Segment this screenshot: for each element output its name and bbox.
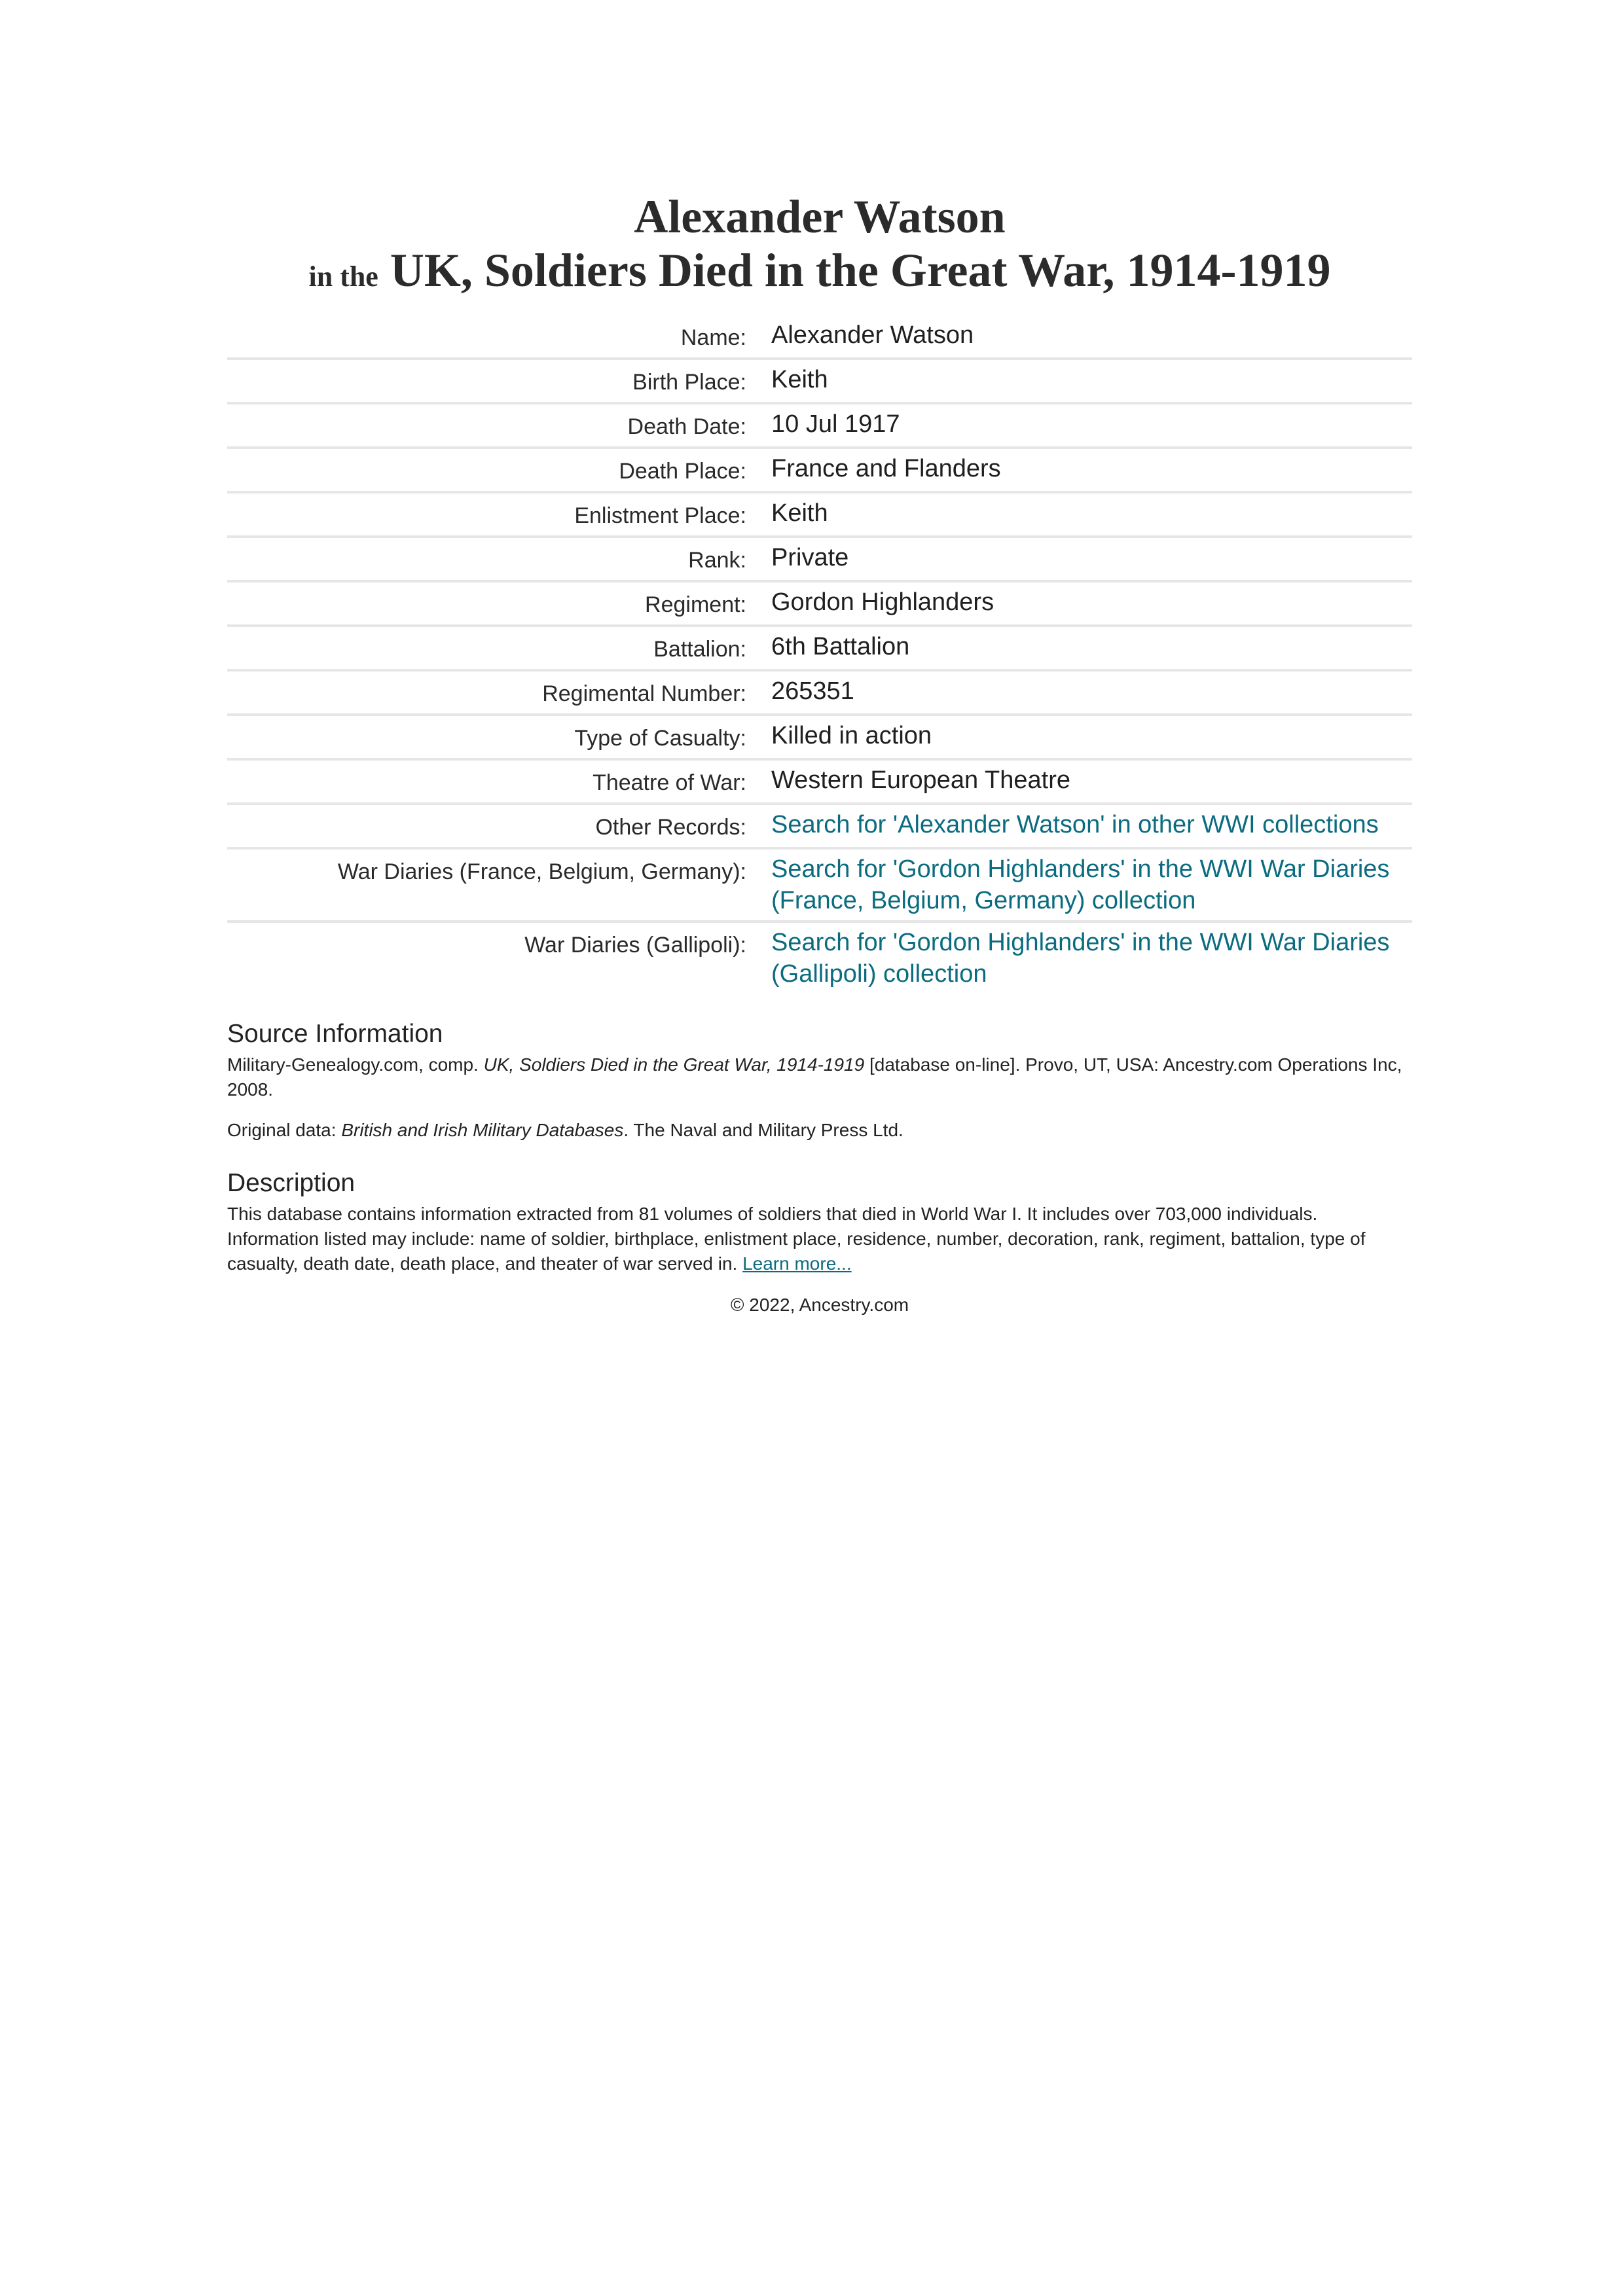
field-value: 10 Jul 1917	[771, 410, 900, 438]
field-label: Theatre of War:	[593, 770, 746, 795]
field-value	[771, 922, 1412, 994]
description-body: This database contains information extracted from 81 volumes of soldiers that died in World War I. It includes over 703,000 individuals. Information listed may include: name of soldier, birthplace, enlistment place, residence, number, decoration, rank, regiment, battalion, type of casualty, death date, death place, and theater of war served in.	[227, 1204, 1366, 1274]
description-text	[227, 1202, 1412, 1276]
field-value	[771, 848, 1412, 922]
field-label: Regiment:	[645, 592, 746, 617]
other-records-link[interactable]: Search for 'Alexander Watson' in other WWI collections	[771, 811, 1379, 838]
record-row-birth-place	[227, 359, 1412, 403]
war-diaries-france-link[interactable]: Search for 'Gordon Highlanders' in the WWI War Diaries (France, Belgium, Germany) collection	[771, 855, 1390, 914]
original-data	[227, 1118, 1412, 1143]
field-label: Type of Casualty:	[574, 726, 746, 751]
field-label: Death Date:	[627, 414, 746, 439]
record-row-war-diaries-france	[227, 848, 1412, 922]
field-label: Enlistment Place:	[574, 503, 746, 528]
record-row-death-date	[227, 403, 1412, 448]
field-label: War Diaries (Gallipoli):	[524, 933, 746, 958]
record-row-type-of-casualty	[227, 715, 1412, 759]
field-label: Birth Place:	[632, 370, 746, 395]
record-page	[227, 190, 1412, 1316]
field-value: Alexander Watson	[771, 321, 974, 349]
collection-title-line	[227, 243, 1412, 304]
citation-title: UK, Soldiers Died in the Great War, 1914-1919	[483, 1054, 865, 1075]
original-prefix: Original data:	[227, 1120, 342, 1140]
field-value: Gordon Highlanders	[771, 588, 994, 616]
copyright-footer: © 2022, Ancestry.com	[730, 1295, 909, 1315]
learn-more-link[interactable]: Learn more...	[742, 1253, 852, 1274]
field-label: Battalion:	[653, 637, 746, 662]
record-table	[227, 315, 1412, 994]
description-heading: Description	[227, 1169, 356, 1197]
war-diaries-gallipoli-link[interactable]: Search for 'Gordon Highlanders' in the WWI War Diaries (Gallipoli) collection	[771, 929, 1390, 988]
record-row-battalion	[227, 626, 1412, 670]
field-value: France and Flanders	[771, 455, 1001, 482]
field-value: Keith	[771, 366, 828, 393]
record-row-death-place	[227, 448, 1412, 492]
field-label: War Diaries (France, Belgium, Germany):	[337, 859, 746, 884]
record-row-theatre-of-war	[227, 759, 1412, 804]
citation-suffix: [database on-line]. Provo, UT, USA: Ancestry.com Operations Inc, 2008.	[227, 1054, 1402, 1100]
record-row-other-records	[227, 804, 1412, 848]
field-value: 265351	[771, 677, 854, 705]
record-row-enlistment-place	[227, 492, 1412, 537]
record-row-regimental-number	[227, 670, 1412, 715]
field-value: Keith	[771, 499, 828, 527]
field-label: Regimental Number:	[542, 681, 746, 706]
record-row-war-diaries-gallipoli	[227, 922, 1412, 994]
record-row-rank	[227, 537, 1412, 581]
field-label: Death Place:	[619, 459, 746, 484]
source-heading: Source Information	[227, 1020, 443, 1048]
field-value	[771, 804, 1412, 848]
record-row-regiment	[227, 581, 1412, 626]
collection-title: UK, Soldiers Died in the Great War, 1914-1919	[390, 244, 1331, 296]
person-name-title: Alexander Watson	[634, 190, 1006, 243]
source-citation	[227, 1052, 1412, 1102]
original-title: British and Irish Military Databases	[341, 1120, 624, 1140]
field-value: Western European Theatre	[771, 766, 1070, 794]
page-title	[227, 190, 1412, 304]
field-value: 6th Battalion	[771, 633, 910, 660]
record-row-name	[227, 315, 1412, 359]
title-prefix: in the	[308, 260, 378, 293]
field-label: Rank:	[688, 548, 746, 573]
field-value: Killed in action	[771, 722, 932, 749]
field-label: Name:	[680, 325, 746, 350]
citation-prefix: Military-Genealogy.com, comp.	[227, 1054, 484, 1075]
field-value: Private	[771, 544, 849, 571]
original-suffix: . The Naval and Military Press Ltd.	[623, 1120, 903, 1140]
field-label: Other Records:	[595, 815, 746, 840]
